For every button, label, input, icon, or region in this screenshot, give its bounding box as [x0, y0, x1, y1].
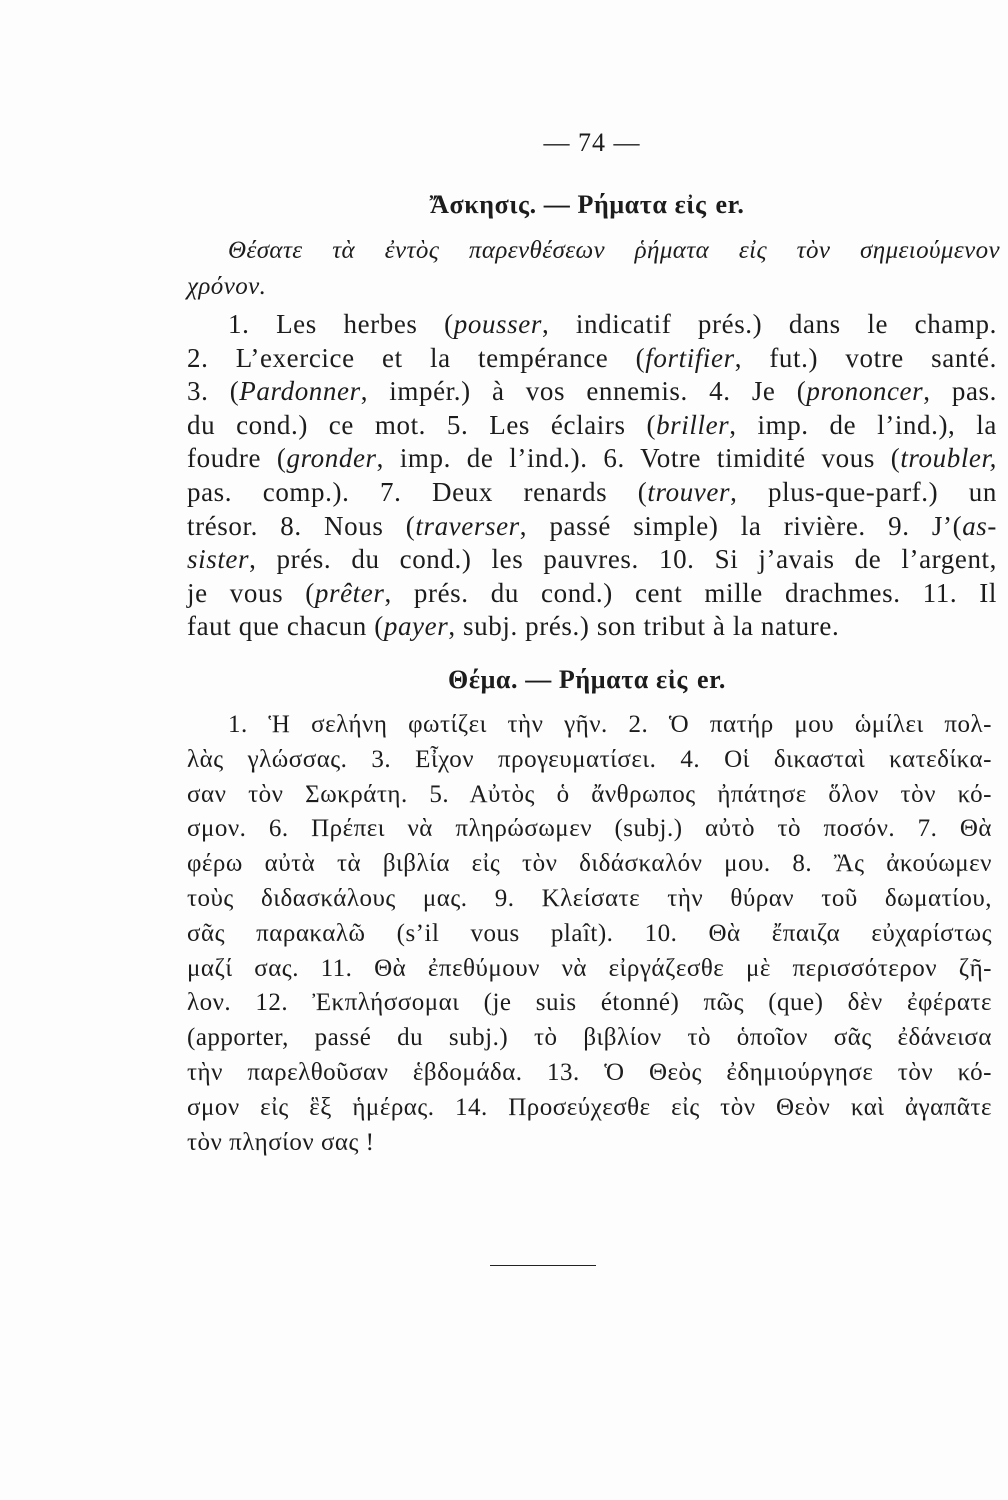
- sentence-text: 3. (: [187, 376, 240, 407]
- theme-line: σᾶς παρακαλῶ (s’il vous plaît). 10. Θὰ ἔπαιζα εὐχαρίστως: [187, 919, 992, 947]
- exercise-heading-latin: er.: [715, 190, 745, 219]
- sentence-text: , subj. prés.) son tribut à la nature.: [448, 611, 840, 642]
- page-number: — 74 —: [543, 128, 641, 157]
- verb-infinitive: gronder: [286, 443, 377, 474]
- instruction-line: χρόνον.: [187, 273, 267, 300]
- sentence-text: du cond.) ce mot. 5. Les éclairs (: [187, 409, 657, 440]
- verb-infinitive: prononcer: [806, 376, 924, 407]
- exercise-line: [187, 476, 997, 510]
- verb-infinitive: prêter: [314, 577, 385, 608]
- theme-line: τὸν πλησίον σας !: [187, 1128, 375, 1156]
- sentence-text: , prés. du cond.) cent mille drachmes. 11. Il: [384, 577, 998, 608]
- theme-line: σαν τὸν Σωκράτη. 5. Αὐτὸς ὁ ἄνθρωπος ἠπάτησε ὅλον τὸν κό-: [187, 780, 992, 808]
- theme-line: τὴν παρελθοῦσαν ἑβδομάδα. 13. Ὁ Θεὸς ἐδημιούργησε τὸν κό-: [187, 1058, 992, 1086]
- theme-line: τοὺς διδασκάλους μας. 9. Κλείσατε τὴν θύραν τοῦ δωματίου,: [187, 884, 992, 912]
- exercise-line: [187, 510, 997, 544]
- sentence-text: 1. Les herbes (: [228, 309, 454, 339]
- theme-line: λον. 12. Ἐκπλήσσομαι (je suis étonné) πῶς (que) δὲν ἐφέρατε: [187, 989, 992, 1017]
- sentence-text: , passé simple) la rivière. 9. J’(: [519, 510, 963, 541]
- exercise-line: [187, 409, 997, 443]
- theme-line: 1. Ἡ σελήνη φωτίζει τὴν γῆν. 2. Ὁ πατήρ μου ὡμίλει πολ-: [228, 711, 992, 738]
- theme-sentences: [187, 708, 992, 1160]
- sentence-text: pas. comp.). 7. Deux renards (: [187, 476, 648, 507]
- sentence-text: faut que chacun (: [187, 611, 384, 642]
- sentence-text: , plus-que-parf.) un: [730, 476, 998, 507]
- verb-infinitive: traverser: [415, 510, 520, 541]
- exercise-line: [187, 610, 997, 644]
- verb-infinitive: sister: [187, 544, 250, 575]
- theme-line: φέρω αὐτὰ τὰ βιβλία εἰς τὸν διδάσκαλόν μου. 8. Ἂς ἀκούωμεν: [187, 850, 992, 878]
- sentence-text: je vous (: [187, 577, 315, 608]
- verb-infinitive: as-: [962, 510, 997, 541]
- exercise-line: [187, 543, 997, 577]
- theme-heading-greek: Θέμα. — Ρήματα εἰς: [448, 665, 688, 694]
- theme-line: μαζί σας. 11. Θὰ ἐπεθύμουν νὰ εἰργάζεσθε μὲ περισσότερον ζῆ-: [187, 954, 992, 982]
- sentence-text: , imp. de l’ind.). 6. Votre timidité vous (: [376, 443, 901, 474]
- sentence-text: foudre (: [187, 443, 287, 474]
- verb-infinitive: fortifier: [645, 342, 735, 373]
- verb-infinitive: briller: [656, 409, 730, 440]
- sentence-text: trésor. 8. Nous (: [187, 510, 416, 541]
- sentence-text: , imp. de l’ind.), la: [729, 409, 997, 440]
- sentence-text: , fut.) votre santé.: [734, 342, 997, 373]
- theme-line: λὰς γλώσσας. 3. Εἶχον προγευματίσει. 4. Οἱ δικασταὶ κατεδίκα-: [187, 745, 992, 773]
- theme-line: (apporter, passé du subj.) τὸ βιβλίον τὸ ὁποῖον σᾶς ἐδάνεισα: [187, 1024, 992, 1052]
- sentence-text: , indicatif prés.) dans le champ.: [541, 309, 997, 339]
- instruction-line: Θέσατε τὰ ἐντὸς παρενθέσεων ῥήματα εἰς τὸν σημειούμενον: [228, 237, 1000, 264]
- verb-infinitive: payer: [383, 611, 449, 642]
- exercise-heading-greek: Ἄσκησις. — Ρήματα εἰς: [429, 190, 707, 219]
- theme-line: σμον εἰς ἓξ ἡμέρας. 14. Προσεύχεσθε εἰς τὸν Θεὸν καὶ ἀγαπᾶτε: [187, 1093, 992, 1121]
- exercise-sentences: [187, 308, 997, 644]
- theme-heading-latin: er.: [696, 665, 726, 694]
- exercise-line: [187, 342, 997, 376]
- exercise-line: [187, 308, 997, 342]
- sentence-text: 2. L’exercice et la tempérance (: [187, 342, 646, 373]
- sentence-text: , prés. du cond.) les pauvres. 10. Si j’avais de l’argent,: [249, 544, 997, 575]
- theme-line: σμον. 6. Πρέπει νὰ πληρώσωμεν (subj.) αὐτὸ τὸ ποσόν. 7. Θὰ: [187, 815, 992, 843]
- end-rule: [490, 1265, 596, 1266]
- verb-infinitive: pousser: [453, 309, 542, 339]
- verb-infinitive: troubler,: [900, 443, 997, 474]
- exercise-line: [187, 442, 997, 476]
- verb-infinitive: Pardonner: [239, 376, 361, 407]
- exercise-heading: [187, 189, 987, 221]
- exercise-line: [187, 577, 997, 611]
- verb-infinitive: trouver: [647, 476, 731, 507]
- sentence-text: , impér.) à vos ennemis. 4. Je (: [360, 376, 807, 407]
- exercise-instruction: [187, 233, 1000, 305]
- sentence-text: , pas.: [923, 376, 997, 407]
- exercise-line: [187, 375, 997, 409]
- theme-heading: [187, 664, 987, 696]
